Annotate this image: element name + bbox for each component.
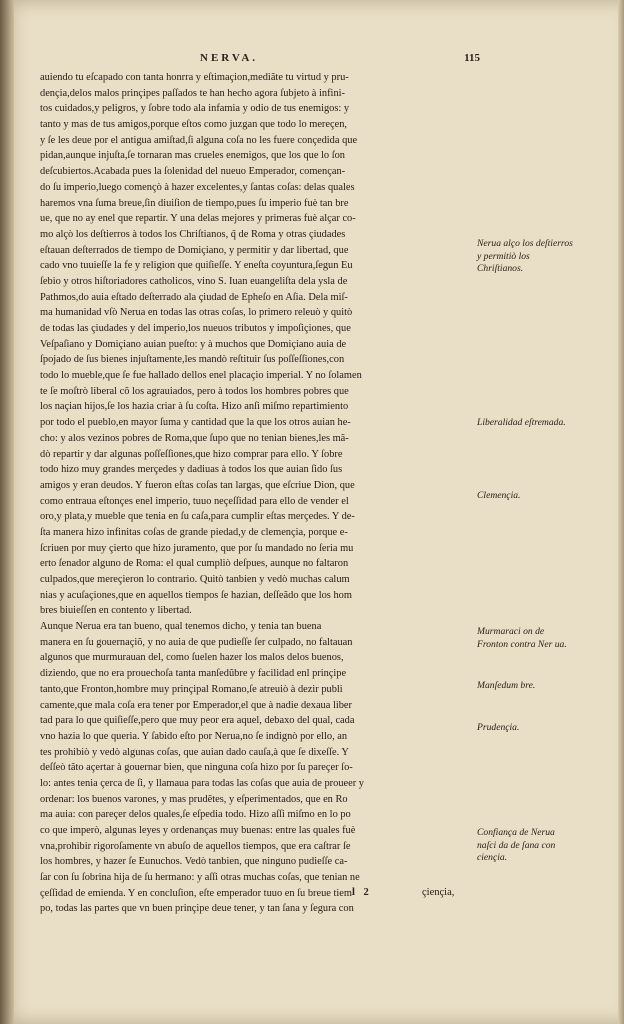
text-line: erto ſenador alguno de Roma: el qual cumpliò deſpues, aunque no faltaron xyxy=(40,558,349,570)
text-line: oro,y plata,y mueble que tenia en ſu caſa,para cumplir eſtas merçedes. Y de- xyxy=(40,511,355,523)
text-line: amigos y eran deudos. Y fueron eſtas coſas tan largas, que eſcriue Dion, que xyxy=(40,479,355,491)
text-line: diziendo, que no era prouechoſa tanta manſedũbre y facilidad enl prinçipe xyxy=(40,668,347,680)
text-line: todo lo mueble,que ſe fue hallado dellos enel placaçio imperial. Y no ſolamen xyxy=(40,370,362,382)
text-line: culpados,que mereçieron lo contrario. Quitò tanbien y vedò muchas calum xyxy=(40,574,350,585)
text-line: tad para lo que quiſieſſe,pero que muy peor era aquel, debaxo del qual, cada xyxy=(40,715,355,727)
running-head: NERVA. xyxy=(200,52,259,64)
text-line: ſpojado de ſus bienes injuſtamente,les mandò reſtituir ſus poſſeſſiones,con xyxy=(40,354,345,366)
text-line: tanto y mas de tus amigos,porque eſtos como juzgan que todo lo mereçen, xyxy=(40,119,348,131)
margin-note: Confiança de Nerua naſci da de ſana con ciençia. xyxy=(477,827,556,863)
text-line: auiendo tu eſcapado con tanta honrra y eſtimaçion,mediãte tu virtud y pru- xyxy=(40,72,349,83)
text-line: vna,prohibir rigoroſamente vn abuſo de aquellos tiempos, que era caſtrar ſe xyxy=(40,840,351,852)
signature-mark: l 2 xyxy=(352,887,372,898)
text-line: ſta manera hizo infinitas coſas de grande piedad,y de clemençia, porque e- xyxy=(40,526,348,538)
text-line: co que imperò, algunas leyes y ordenanças muy buenas: entre las quales fuè xyxy=(40,825,356,836)
catchword: çiençia, xyxy=(422,887,455,898)
text-line: nias y acuſaçiones,que en aquellos tiempos ſe hazian, deſſeãdo que los hom xyxy=(40,589,352,601)
text-line: por todo el pueblo,en mayor ſuma y cantidad que la que los otros auian he- xyxy=(40,417,351,429)
text-line: ſar con ſu ſobrina hija de ſu hermano: y aſſi otras muchas coſas, que tenian ne xyxy=(40,872,360,884)
text-line: los hombres, y hazer ſe Eunuchos. Vedò tanbien, que ninguno pudieſſe ca- xyxy=(40,856,348,868)
text-line: po, todas las partes que vn buen prinçipe deue tener, y tan ſana y ſegura con xyxy=(40,903,354,915)
text-line: Veſpaſiano y Domiçiano auian pueſto: y à muchos que Domiçiano auia de xyxy=(40,338,347,350)
text-line: mo alçò los deſtierros à todos los Chriſtianos, q̃ de Roma y otras çiudades xyxy=(40,228,346,240)
main-text-block xyxy=(40,70,468,917)
text-line: deſſeò tãto açertar à gouernar bien, que ninguna coſa hizo por ſu pareçer ſo- xyxy=(40,762,353,774)
text-line: Pathmos,do auia eſtado deſterrado ala çiudad de Epheſo en Aſia. Dela miſ- xyxy=(40,291,348,303)
text-line: tanto,que Fronton,hombre muy prinçipal Romano,ſe atreuiò à dezir publi xyxy=(40,683,343,695)
margin-note: Clemençia. xyxy=(477,490,521,501)
text-line: ordenar: los buenos varones, y mas prudẽtes, y eſperimentados, que en Ro xyxy=(40,793,348,805)
text-line: haremos vna ſuma breue,ſin diuiſion de tiempo,pues ſu imperio fuè tan bre xyxy=(40,197,349,209)
margin-note: Prudençia. xyxy=(477,722,520,733)
text-line: dençia,delos malos prinçipes paſſados te han hecho agora ſubjeto à infini- xyxy=(40,87,345,99)
text-line: dò repartir y dar algunas poſſeſſiones,que hizo comprar para ello. Y ſobre xyxy=(40,448,343,460)
text-line: cho: y alos vezinos pobres de Roma,que ſupo que no tenian bienes,les mã- xyxy=(40,432,349,444)
text-line: y ſe les deue por el antigua amiſtad,ſi alguna coſa no les fuere conçedida que xyxy=(40,134,358,146)
text-line: camente,que mala coſa era tener por Emperador,el que à nadie dexaua liber xyxy=(40,699,353,711)
page-number: 115 xyxy=(464,52,480,64)
text-line: bres biuieſſen en contento y libertad. xyxy=(40,605,192,617)
text-line: pidan,aunque injuſta,ſe tornaran mas crueles enemigos, que los que lo ſon xyxy=(40,150,345,162)
text-line: Aunque Nerua era tan bueno, qual tenemos dicho, y tenia tan buena xyxy=(40,621,322,633)
text-line: todo hizo muy grandes merçedes y dadiuas à todos los que auian ſido ſus xyxy=(40,464,343,476)
text-line: ma humanidad vſò Nerua en todas las otras coſas, lo primero releuò y quitò xyxy=(40,307,353,319)
text-line: do ſu imperio,luego començò à hazer excelentes,y ſantas coſas: delas quales xyxy=(40,181,355,193)
page-header xyxy=(200,52,480,70)
text-line: como entraua eſtonçes enel imperio, tuuo neçeſſidad para ello de vender el xyxy=(40,495,349,507)
text-line: lo: antes tenia çerca de ſi, y llamaua para todas las coſas que auia de proueer y xyxy=(40,777,364,789)
text-line: eſtauan deſterrados de tiempo de Domiçiano, y permitir y dar libertad, que xyxy=(40,244,349,256)
text-line: vno hazia lo que queria. Y ſabido eſto por Nerua,no ſe indignò por ello, an xyxy=(40,730,348,742)
page-gutter xyxy=(0,0,14,1024)
text-line: te ſe moſtrò liberal cõ los agrauiados, pero à todos los hombres pobres que xyxy=(40,385,349,397)
text-line: ſcriuen por muy çierto que hizo juramento, que por ſu mandado no ſeria mu xyxy=(40,542,354,554)
text-line: deſcubiertos.Acabada pues la ſolenidad del nueuo Emperador, començan- xyxy=(40,166,346,178)
page-footer xyxy=(40,887,468,903)
text-line: los naçian hijos,ſe los hazia criar à ſu coſta. Hizo anſi miſmo repartimiento xyxy=(40,401,349,413)
text-line: algunos que murmurauan del, como ſuelen hazer los malos delos buenos, xyxy=(40,652,344,664)
text-line: tos cuidados,y peligros, y ſobre todo ala infamia y odio de tus enemigos: y xyxy=(40,103,350,115)
text-line: ſebio y otros hiſtoriadores catholicos, vino S. Iuan euangeliſta dela ysla de xyxy=(40,275,348,287)
text-line: çeſſidad de emienda. Y en concluſion, eſte emperador tuuo en ſu breue tiem xyxy=(40,887,352,899)
margin-note: Manſedum bre. xyxy=(477,680,536,691)
text-line: tes prohibiò y vedò algunas coſas, que auian dado cauſa,à que ſe dixeſſe. Y xyxy=(40,746,349,758)
page-edge xyxy=(618,0,624,1024)
text-line: ma auia: con pareçer delos quales,ſe eſpedia todo. Hizo aſſi miſmo en lo po xyxy=(40,809,351,821)
margin-note: Nerua alço los deſtierros y permitiò los Chriſtianos. xyxy=(477,238,573,274)
margin-note: Murmaraci on de Fronton contra Ner ua. xyxy=(477,626,567,650)
text-line: manera en ſu gouernaçiõ, y no auia de que pudieſſe ſer culpado, no faltauan xyxy=(40,636,353,648)
text-line: cado vno tuuieſſe la fe y religion que quiſieſſe. Y eneſta coyuntura,ſegun Eu xyxy=(40,260,353,272)
text-line: ue, que no ay enel que repartir. Y una delas mejores y primeras fuè alçar co- xyxy=(40,213,356,225)
margin-note: Liberalidad eſtremada. xyxy=(477,417,566,428)
text-line: de todas las çiudades y del imperio,los nueuos tributos y impoſiçiones, que xyxy=(40,323,351,334)
